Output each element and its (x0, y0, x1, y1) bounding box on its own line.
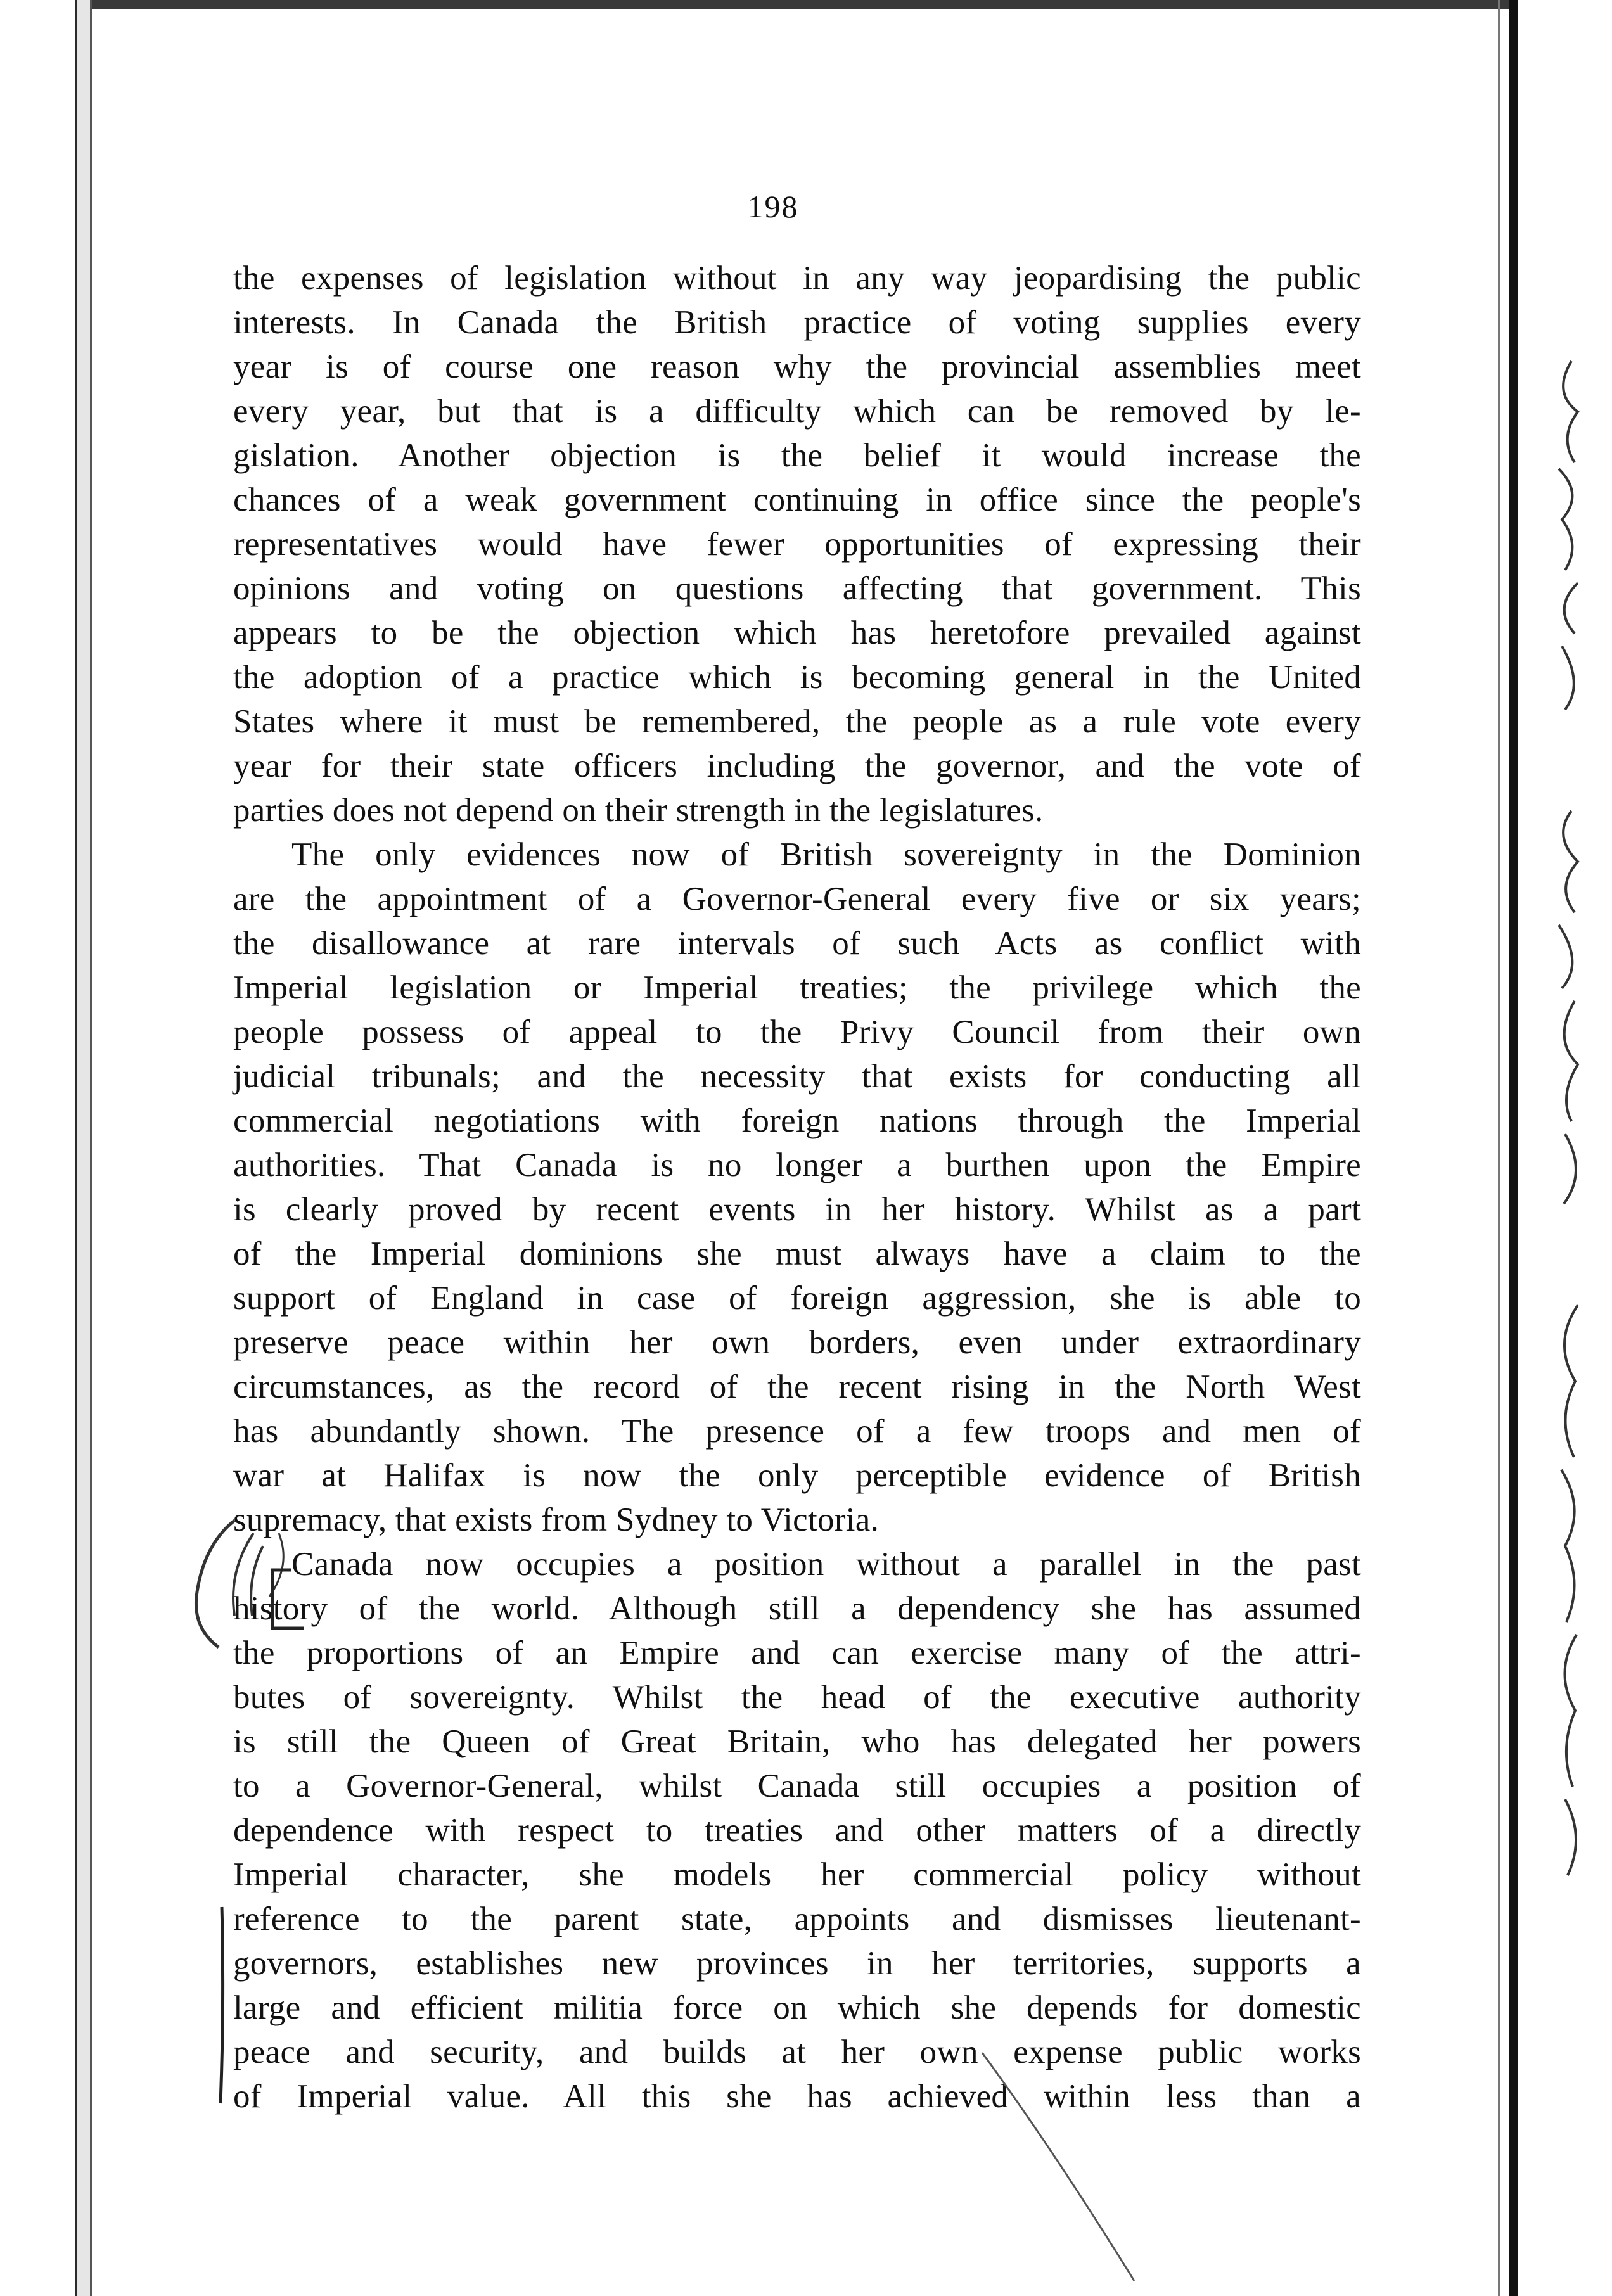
page-edge-left (75, 0, 77, 2296)
text-line: The only evidences now of British sovereignty in the Dominion (291, 836, 1361, 873)
text-line: year for their state officers including the governor, and the vote of (233, 748, 1361, 784)
text-line: large and efficient militia force on which she depends for domestic (233, 1989, 1361, 2026)
text-line: appears to be the objection which has heretofore prevailed against (233, 615, 1361, 651)
text-line: Imperial legislation or Imperial treaties; the privilege which the (233, 969, 1361, 1006)
page-edge-left-inner (90, 0, 92, 2296)
text-line: the disallowance at rare intervals of such Acts as conflict with (233, 925, 1361, 962)
text-line: has abundantly shown. The presence of a few troops and men of (233, 1413, 1361, 1450)
text-line: States where it must be remembered, the people as a rule vote every (233, 703, 1361, 740)
text-line: supremacy, that exists from Sydney to Victoria. (233, 1502, 880, 1538)
text-line: every year, but that is a difficulty which can be removed by le- (233, 393, 1361, 430)
text-line: dependence with respect to treaties and other matters of a directly (233, 1812, 1361, 1849)
text-line: judicial tribunals; and the necessity that exists for conducting all (233, 1058, 1361, 1095)
text-line: chances of a weak government continuing in office since the people's (233, 482, 1361, 518)
text-line: history of the world. Although still a dependency she has assumed (233, 1590, 1361, 1627)
text-line: governors, establishes new provinces in her territories, supports a (233, 1945, 1361, 1982)
text-line: butes of sovereignty. Whilst the head of the executive authority (233, 1679, 1361, 1716)
text-line: Imperial character, she models her commercial policy without (233, 1856, 1361, 1893)
text-line: gislation. Another objection is the belief it would increase the (233, 437, 1361, 474)
text-line: year is of course one reason why the provincial assemblies meet (233, 348, 1361, 385)
text-line: is still the Queen of Great Britain, who has delegated her powers (233, 1723, 1361, 1760)
margin-vertical-line (209, 1901, 234, 2110)
text-line: of Imperial value. All this she has achieved within less than a (233, 2078, 1361, 2115)
text-line: circumstances, as the record of the recent rising in the North West (233, 1368, 1361, 1405)
text-line: representatives would have fewer opportunities of expressing their (233, 526, 1361, 563)
text-line: reference to the parent state, appoints and dismisses lieutenant- (233, 1901, 1361, 1937)
text-line: the adoption of a practice which is becoming general in the United (233, 659, 1361, 696)
page-number: 198 (747, 189, 799, 224)
page-edge-shadow (77, 0, 90, 2296)
body-text (233, 256, 1361, 2119)
text-line: opinions and voting on questions affecting that government. This (233, 570, 1361, 607)
margin-handwriting (1514, 355, 1612, 2002)
text-line: parties does not depend on their strength in the legislatures. (233, 792, 1044, 829)
text-line: peace and security, and builds at her own expense public works (233, 2034, 1361, 2070)
page-edge-top (92, 0, 1511, 9)
text-line: interests. In Canada the British practice of voting supplies every (233, 304, 1361, 341)
text-line: war at Halifax is now the only perceptible evidence of British (233, 1457, 1361, 1494)
page-edge-right-thin (1498, 0, 1500, 2296)
text-line: Canada now occupies a position without a parallel in the past (291, 1546, 1361, 1583)
text-line: to a Governor-General, whilst Canada still occupies a position of (233, 1768, 1361, 1804)
text-line: authorities. That Canada is no longer a burthen upon the Empire (233, 1147, 1361, 1183)
text-line: is clearly proved by recent events in her history. Whilst as a part (233, 1191, 1361, 1228)
text-line: the expenses of legislation without in any way jeopardising the public (233, 260, 1361, 297)
text-line: support of England in case of foreign aggression, she is able to (233, 1280, 1361, 1317)
text-line: commercial negotiations with foreign nations through the Imperial (233, 1102, 1361, 1139)
text-line: are the appointment of a Governor-General every five or six years; (233, 881, 1361, 917)
text-line: of the Imperial dominions she must always have a claim to the (233, 1235, 1361, 1272)
text-line: preserve peace within her own borders, even under extraordinary (233, 1324, 1361, 1361)
text-line: the proportions of an Empire and can exercise many of the attri- (233, 1635, 1361, 1671)
text-line: people possess of appeal to the Privy Council from their own (233, 1014, 1361, 1050)
